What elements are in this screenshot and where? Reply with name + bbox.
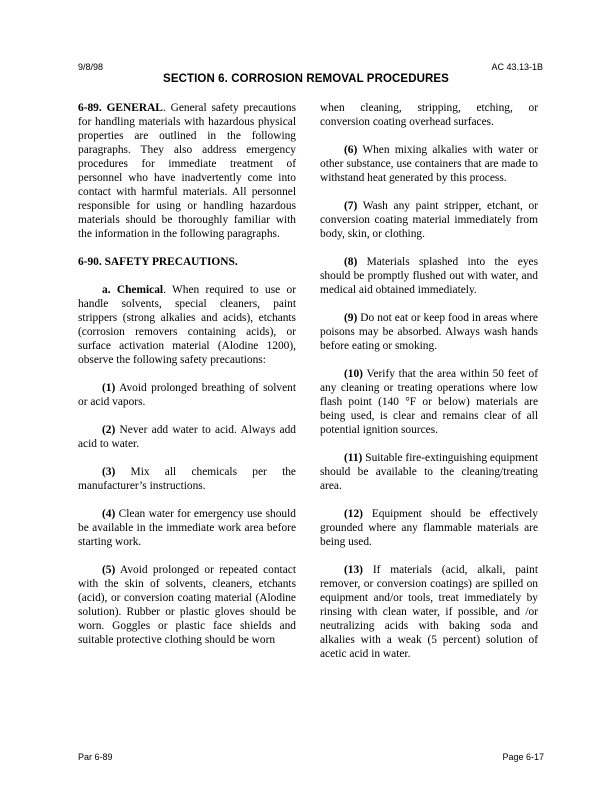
paragraph-general: [78, 101, 296, 241]
header-doc-id: AC 43.13-1B: [491, 62, 543, 72]
list-item: [320, 367, 538, 437]
item-text: Clean water for emergency use should be available in the immediate work area before starting work.: [78, 508, 296, 548]
paragraph-chemical: [78, 283, 296, 367]
item-text: Suitable fire-extinguishing equipment should be available to the cleaning/treating area.: [320, 452, 538, 492]
item-text: Avoid prolonged or repeated contact with the skin of solvents, cleaners, etchants (acid), or conversion coating material (Alodine solution). Rubber or plastic gloves should be worn. Goggles or plastic face shields and suitable protective clothing should be worn: [78, 564, 296, 646]
item-number: (5): [102, 564, 116, 576]
item-number: (13): [344, 564, 363, 576]
header-date: 9/8/98: [78, 62, 104, 72]
item-number: (12): [344, 508, 363, 520]
paragraph-continuation: when cleaning, stripping, etching, or conversion coating overhead surfaces.: [320, 102, 538, 128]
list-item: [320, 507, 538, 549]
item-number: (1): [102, 382, 116, 394]
right-column: [320, 101, 538, 675]
list-item: [78, 507, 296, 549]
item-text: Materials splashed into the eyes should be promptly flushed out with water, and medical aid obtained immediately.: [320, 256, 538, 296]
list-item: [78, 465, 296, 493]
item-text: Never add water to acid. Always add acid to water.: [78, 424, 296, 450]
list-item: [78, 381, 296, 409]
list-item: [320, 199, 538, 241]
item-text: If materials (acid, alkali, paint remover, or conversion coatings) are spilled on equipment and/or tools, treat immediately by rinsing with clean water, if possible, and /or neutralizing acids with baking soda and alkalies with a weak (5 percent) solution of acetic acid in water.: [320, 564, 538, 660]
list-item: [320, 563, 538, 661]
item-text: Avoid prolonged breathing of solvent or acid vapors.: [78, 382, 296, 408]
item-number: (11): [344, 452, 363, 464]
paragraph-heading: 6-89. GENERAL: [78, 102, 163, 114]
item-text: Wash any paint stripper, etchant, or conversion coating material immediately from body, skin, or clothing.: [320, 200, 538, 240]
item-text: Mix all chemicals per the manufacturer’s instructions.: [78, 466, 296, 492]
footer-page-number: Page 6-17: [502, 752, 544, 762]
item-number: (10): [344, 368, 363, 380]
paragraph-text: . General safety precautions for handling materials with hazardous physical properties are outlined in the following paragraphs. They also address emergency procedures for immediate treatment of personnel who have inadvertently come into contact with harmful materials. All personnel responsible for using or handling hazardous materials should be thoroughly familiar with the information in the following paragraphs.: [78, 102, 297, 240]
paragraph-heading: 6-90. SAFETY PRECAUTIONS.: [78, 256, 238, 268]
section-heading-safety: [78, 255, 296, 269]
list-item: [320, 143, 538, 185]
item-number: (3): [102, 466, 116, 478]
list-item: [320, 255, 538, 297]
item-number: (6): [344, 144, 358, 156]
item-number: (2): [102, 424, 116, 436]
paragraph-text: . When required to use or handle solvents, special cleaners, paint strippers (strong alkalies and acids), etchants (corrosion removers containing acids), or surface activation material (Alodine 1200), observe the following safety precautions:: [78, 284, 297, 366]
item-text: Do not eat or keep food in areas where poisons may be absorbed. Always wash hands before eating or smoking.: [320, 312, 538, 352]
list-item: [320, 451, 538, 493]
item-text: When mixing alkalies with water or other substance, use containers that are made to withstand heat generated by this process.: [320, 144, 538, 184]
item-number: (7): [344, 200, 358, 212]
list-item: [78, 423, 296, 451]
item-text: Verify that the area within 50 feet of any cleaning or treating operations where low flash point (140 °F or below) materials are being used, is clear and remains clear of all potential ignition sources.: [320, 368, 538, 436]
left-column: [78, 101, 296, 661]
item-text: Equipment should be effectively grounded where any flammable materials are being used.: [320, 508, 538, 548]
section-title: SECTION 6. CORROSION REMOVAL PROCEDURES: [163, 73, 449, 85]
list-item: [78, 563, 296, 647]
item-number: (9): [344, 312, 358, 324]
item-number: (8): [344, 256, 358, 268]
item-number: (4): [102, 508, 116, 520]
list-item: [320, 311, 538, 353]
paragraph-heading: a. Chemical: [102, 284, 164, 296]
footer-paragraph-ref: Par 6-89: [78, 752, 113, 762]
